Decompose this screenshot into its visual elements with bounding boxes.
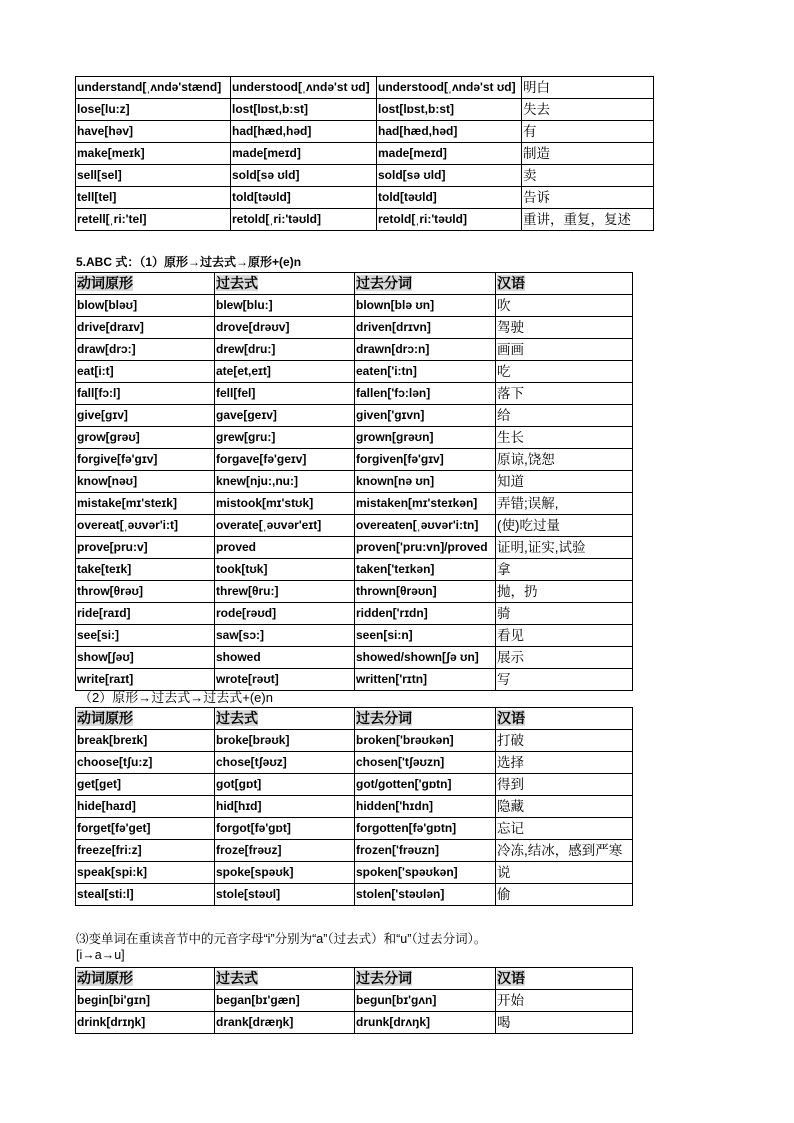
table-row (76, 383, 633, 405)
verb-base-form: prove[pru:v] (76, 537, 215, 559)
verb-past-tense: saw[sɔ:] (215, 625, 355, 647)
verb-past-participle: told[təʊld] (377, 187, 522, 209)
verb-past-participle: begun[bɪ'gʌn] (355, 990, 496, 1012)
verb-chinese-meaning: 拿 (496, 559, 633, 581)
verb-past-tense: grew[gru:] (215, 427, 355, 449)
verb-past-participle: spoken['spəʊkən] (355, 862, 496, 884)
header-base-form: 动词原形 (77, 275, 133, 291)
verb-past-participle: blown[blə ʊn] (355, 295, 496, 317)
verb-past-tense: drew[dru:] (215, 339, 355, 361)
verb-past-tense: rode[rəʊd] (215, 603, 355, 625)
header-base-form: 动词原形 (77, 710, 133, 726)
verb-past-participle: had[hæd,həd] (377, 121, 522, 143)
verb-base-form: freeze[fri:z] (76, 840, 215, 862)
verb-base-form: choose[tʃu:z] (76, 752, 215, 774)
table-row (76, 361, 633, 383)
table-row (76, 537, 633, 559)
verb-base-form: sell[sel] (76, 165, 231, 187)
table-row (76, 625, 633, 647)
table-row (76, 77, 654, 99)
verb-past-tense: chose[tʃəʊz] (215, 752, 355, 774)
verb-chinese-meaning: 得到 (496, 774, 633, 796)
verb-past-tense: fell[fel] (215, 383, 355, 405)
irregular-verbs-i-a-u-table (75, 967, 633, 1034)
verb-past-participle: written['rɪtn] (355, 669, 496, 691)
table-header-row (76, 273, 633, 295)
verb-past-participle: made[meɪd] (377, 143, 522, 165)
table-row (76, 317, 633, 339)
verb-past-tense: spoke[spəʊk] (215, 862, 355, 884)
header-past-tense: 过去式 (216, 970, 258, 986)
table-row (76, 647, 633, 669)
verb-past-tense: broke[brəʊk] (215, 730, 355, 752)
table-row (76, 862, 633, 884)
verb-past-tense: forgave[fə'geɪv] (215, 449, 355, 471)
verb-base-form: mistake[mɪ'steɪk] (76, 493, 215, 515)
table4-body (76, 990, 633, 1034)
header-past-tense: 过去式 (216, 710, 258, 726)
verb-chinese-meaning: 开始 (496, 990, 633, 1012)
verb-past-tense: showed (215, 647, 355, 669)
table-row (76, 121, 654, 143)
verb-past-tense: sold[sə ʊld] (231, 165, 377, 187)
verb-chinese-meaning: 展示 (496, 647, 633, 669)
section3-pattern: [i→a→u] (76, 948, 125, 962)
verb-chinese-meaning: 隐藏 (496, 796, 633, 818)
verb-past-tense: ate[et,eɪt] (215, 361, 355, 383)
table3-body (76, 730, 633, 906)
verb-past-tense: retold[ˌri:'təʊld] (231, 209, 377, 231)
verb-chinese-meaning: 抛，扔 (496, 581, 633, 603)
table-row (76, 581, 633, 603)
verb-chinese-meaning: 选择 (496, 752, 633, 774)
verb-chinese-meaning: 偷 (496, 884, 633, 906)
table-header-row (76, 708, 633, 730)
verb-past-participle: forgotten[fə'gɒtn] (355, 818, 496, 840)
header-past-participle: 过去分词 (356, 275, 412, 291)
verb-chinese-meaning: 给 (496, 405, 633, 427)
verb-base-form: hide[haɪd] (76, 796, 215, 818)
table-row (76, 143, 654, 165)
header-past-participle: 过去分词 (356, 710, 412, 726)
verb-chinese-meaning: 写 (496, 669, 633, 691)
table-row (76, 209, 654, 231)
verb-past-participle: hidden['hɪdn] (355, 796, 496, 818)
verb-chinese-meaning: 驾驶 (496, 317, 633, 339)
verb-base-form: get[get] (76, 774, 215, 796)
table1-body (76, 77, 654, 231)
verb-base-form: see[si:] (76, 625, 215, 647)
table-row (76, 295, 633, 317)
table-row (76, 796, 633, 818)
verb-past-tense: wrote[rəʊt] (215, 669, 355, 691)
verb-chinese-meaning: 吹 (496, 295, 633, 317)
verb-chinese-meaning: 失去 (522, 99, 654, 121)
verb-past-participle: overeaten[ˌəʊvər'i:tn] (355, 515, 496, 537)
verb-past-participle: sold[sə ʊld] (377, 165, 522, 187)
verb-past-participle: fallen['fɔ:lən] (355, 383, 496, 405)
verb-base-form: grow[grəʊ] (76, 427, 215, 449)
verb-chinese-meaning: 弄错;误解, (496, 493, 633, 515)
verb-chinese-meaning: 原谅,饶恕 (496, 449, 633, 471)
verb-base-form: write[raɪt] (76, 669, 215, 691)
verb-base-form: speak[spi:k] (76, 862, 215, 884)
table-row (76, 339, 633, 361)
verb-past-participle: frozen['frəʊzn] (355, 840, 496, 862)
verb-base-form: begin[bi'gɪn] (76, 990, 215, 1012)
verb-base-form: tell[tel] (76, 187, 231, 209)
table-row (76, 405, 633, 427)
section5-heading: 5.ABC 式：（1）原形→过去式→原形+(e)n (76, 255, 302, 269)
verb-chinese-meaning: 冷冻,结冰，感到严寒 (496, 840, 633, 862)
verb-chinese-meaning: 喝 (496, 1012, 633, 1034)
verb-past-participle: showed/shown[ʃə ʊn] (355, 647, 496, 669)
verb-past-tense: gave[geɪv] (215, 405, 355, 427)
verb-chinese-meaning: 卖 (522, 165, 654, 187)
verb-past-participle: drawn[drɔ:n] (355, 339, 496, 361)
verb-past-tense: drove[drəʊv] (215, 317, 355, 339)
verb-base-form: eat[i:t] (76, 361, 215, 383)
verb-base-form: overeat[ˌəʊvər'i:t] (76, 515, 215, 537)
verb-base-form: understand[ˌʌndə'stænd] (76, 77, 231, 99)
table-row (76, 449, 633, 471)
verb-chinese-meaning: 知道 (496, 471, 633, 493)
verb-past-tense: hid[hɪd] (215, 796, 355, 818)
verb-base-form: break[breɪk] (76, 730, 215, 752)
table-row (76, 752, 633, 774)
verb-past-tense: overate[ˌəʊvər'eɪt] (215, 515, 355, 537)
table-row (76, 818, 633, 840)
table-row (76, 1012, 633, 1034)
verb-past-tense: blew[blu:] (215, 295, 355, 317)
verb-past-tense: knew[nju:,nu:] (215, 471, 355, 493)
verb-chinese-meaning: 吃 (496, 361, 633, 383)
table-row (76, 187, 654, 209)
section5b-heading: （2）原形→过去式→过去式+(e)n (79, 690, 273, 705)
table-row (76, 603, 633, 625)
verb-chinese-meaning: 画画 (496, 339, 633, 361)
table-row (76, 559, 633, 581)
verb-chinese-meaning: 落下 (496, 383, 633, 405)
header-past-participle: 过去分词 (356, 970, 412, 986)
verb-past-participle: given['gɪvn] (355, 405, 496, 427)
verb-past-participle: driven[drɪvn] (355, 317, 496, 339)
verb-base-form: ride[raɪd] (76, 603, 215, 625)
verb-past-participle: chosen['tʃəʊzn] (355, 752, 496, 774)
table-row (76, 730, 633, 752)
section3-note: ⑶变单词在重读音节中的元音字母“i”分别为“a”（过去式）和“u”（过去分词）。 (76, 932, 487, 946)
verb-past-tense: forgot[fə'gɒt] (215, 818, 355, 840)
verb-chinese-meaning: 制造 (522, 143, 654, 165)
table-row (76, 427, 633, 449)
verb-base-form: throw[θrəʊ] (76, 581, 215, 603)
verb-base-form: give[gɪv] (76, 405, 215, 427)
verb-chinese-meaning: 忘记 (496, 818, 633, 840)
irregular-verbs-aaa-table (75, 76, 654, 231)
table-row (76, 774, 633, 796)
header-past-tense: 过去式 (216, 275, 258, 291)
verb-base-form: drive[draɪv] (76, 317, 215, 339)
table-row (76, 840, 633, 862)
verb-chinese-meaning: 告诉 (522, 187, 654, 209)
verb-past-participle: ridden['rɪdn] (355, 603, 496, 625)
irregular-verbs-abc1-table (75, 272, 633, 691)
verb-past-participle: eaten['i:tn] (355, 361, 496, 383)
verb-past-participle: retold[ˌri:'təʊld] (377, 209, 522, 231)
table-row (76, 884, 633, 906)
verb-base-form: have[həv] (76, 121, 231, 143)
verb-past-tense: mistook[mɪ'stʊk] (215, 493, 355, 515)
verb-past-tense: proved (215, 537, 355, 559)
verb-past-tense: had[hæd,həd] (231, 121, 377, 143)
verb-chinese-meaning: 骑 (496, 603, 633, 625)
verb-base-form: steal[sti:l] (76, 884, 215, 906)
table2-body (76, 295, 633, 691)
header-base-form: 动词原形 (77, 970, 133, 986)
verb-past-participle: broken['brəʊkən] (355, 730, 496, 752)
verb-chinese-meaning: 说 (496, 862, 633, 884)
verb-base-form: retell[ˌri:'tel] (76, 209, 231, 231)
verb-chinese-meaning: 看见 (496, 625, 633, 647)
verb-past-participle: proven['pru:vn]/proved (355, 537, 496, 559)
header-chinese: 汉语 (497, 710, 525, 726)
verb-past-participle: thrown[θrəʊn] (355, 581, 496, 603)
verb-base-form: draw[drɔ:] (76, 339, 215, 361)
verb-past-participle: grown[grəʊn] (355, 427, 496, 449)
verb-chinese-meaning: 重讲，重复，复述 (522, 209, 654, 231)
verb-past-participle: lost[lɒst,b:st] (377, 99, 522, 121)
verb-past-tense: made[meɪd] (231, 143, 377, 165)
verb-past-participle: drunk[drʌŋk] (355, 1012, 496, 1034)
table-row (76, 99, 654, 121)
table-row (76, 990, 633, 1012)
verb-past-tense: told[təʊld] (231, 187, 377, 209)
verb-chinese-meaning: 证明,证实,试验 (496, 537, 633, 559)
verb-past-tense: began[bɪ'gæn] (215, 990, 355, 1012)
verb-base-form: forget[fə'get] (76, 818, 215, 840)
verb-base-form: take[teɪk] (76, 559, 215, 581)
table-row (76, 165, 654, 187)
verb-chinese-meaning: 有 (522, 121, 654, 143)
verb-base-form: know[nəʊ] (76, 471, 215, 493)
verb-base-form: make[meɪk] (76, 143, 231, 165)
verb-base-form: blow[bləʊ] (76, 295, 215, 317)
verb-past-participle: known[nə ʊn] (355, 471, 496, 493)
table-row (76, 493, 633, 515)
verb-past-participle: stolen['stəʊlən] (355, 884, 496, 906)
table-row (76, 471, 633, 493)
table-header-row (76, 968, 633, 990)
verb-chinese-meaning: 明白 (522, 77, 654, 99)
verb-past-tense: took[tʊk] (215, 559, 355, 581)
verb-base-form: fall[fɔ:l] (76, 383, 215, 405)
verb-past-tense: drank[dræŋk] (215, 1012, 355, 1034)
verb-past-participle: understood[ˌʌndə'st ʊd] (377, 77, 522, 99)
verb-past-participle: seen[si:n] (355, 625, 496, 647)
verb-base-form: drink[drɪŋk] (76, 1012, 215, 1034)
verb-past-participle: taken['teɪkən] (355, 559, 496, 581)
verb-past-tense: lost[lɒst,b:st] (231, 99, 377, 121)
verb-past-tense: understood[ˌʌndə'st ʊd] (231, 77, 377, 99)
verb-chinese-meaning: (使)吃过量 (496, 515, 633, 537)
verb-base-form: show[ʃəʊ] (76, 647, 215, 669)
verb-past-participle: forgiven[fə'gɪv] (355, 449, 496, 471)
table-row (76, 515, 633, 537)
header-chinese: 汉语 (497, 970, 525, 986)
verb-past-tense: threw[θru:] (215, 581, 355, 603)
verb-past-tense: froze[frəʊz] (215, 840, 355, 862)
header-chinese: 汉语 (497, 275, 525, 291)
verb-base-form: forgive[fə'gɪv] (76, 449, 215, 471)
verb-past-tense: got[gɒt] (215, 774, 355, 796)
verb-chinese-meaning: 生长 (496, 427, 633, 449)
verb-base-form: lose[lu:z] (76, 99, 231, 121)
verb-past-participle: mistaken[mɪ'steɪkən] (355, 493, 496, 515)
verb-past-tense: stole[stəʊl] (215, 884, 355, 906)
irregular-verbs-abc2-table (75, 707, 633, 906)
verb-chinese-meaning: 打破 (496, 730, 633, 752)
verb-past-participle: got/gotten['gɒtn] (355, 774, 496, 796)
